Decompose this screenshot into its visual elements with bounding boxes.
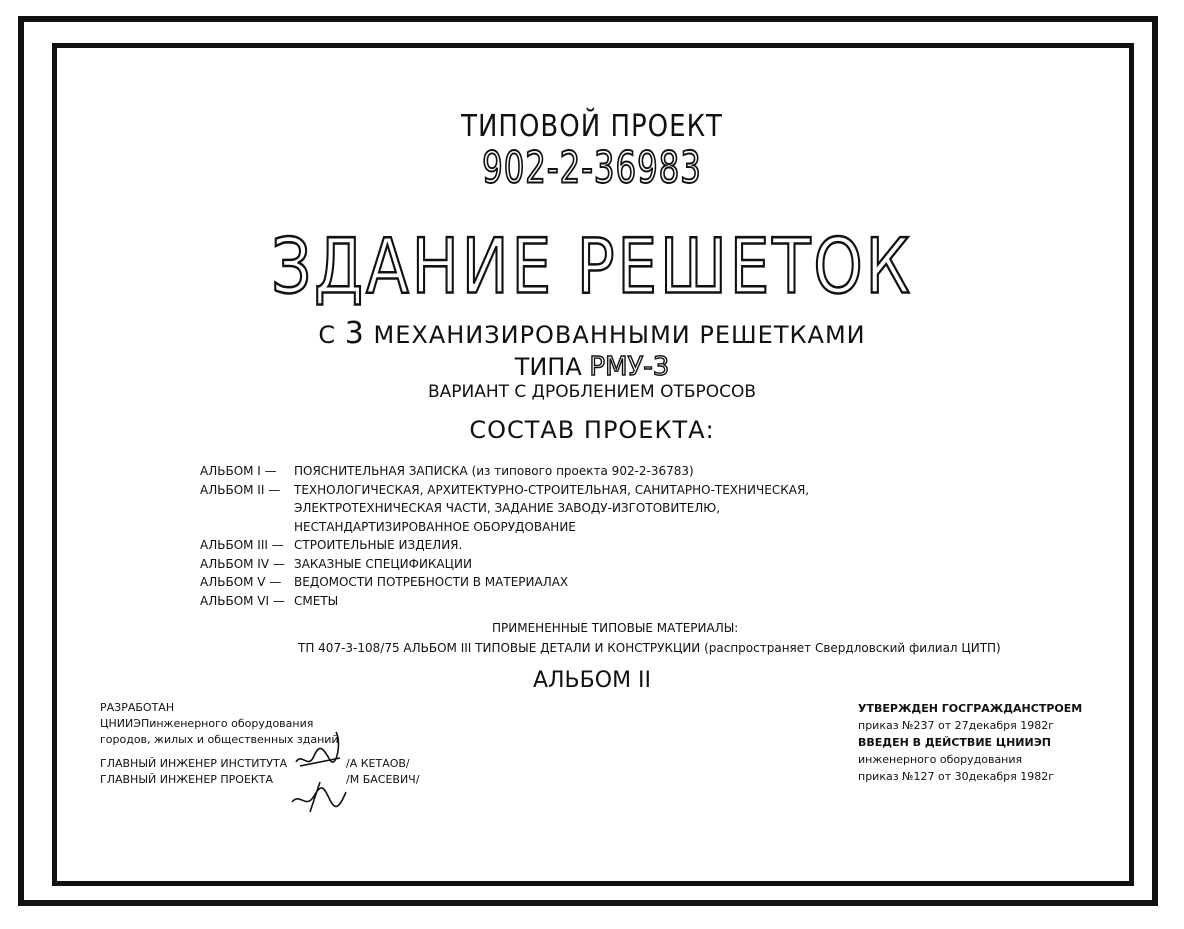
signature-row bbox=[100, 756, 419, 772]
approved-line: ВВЕДЕН В ДЕЙСТВИЕ ЦНИИЭП bbox=[858, 736, 1051, 749]
developed-org: городов, жилых и общественных зданий bbox=[100, 733, 339, 746]
album-text: ТЕХНОЛОГИЧЕСКАЯ, АРХИТЕКТУРНО-СТРОИТЕЛЬНАЯ, САНИТАРНО-ТЕХНИЧЕСКАЯ, bbox=[294, 482, 810, 497]
album-text: СТРОИТЕЛЬНЫЕ ИЗДЕЛИЯ. bbox=[294, 538, 463, 552]
album-item bbox=[200, 462, 809, 481]
album-item bbox=[200, 592, 809, 611]
role-label: ГЛАВНЫЙ ИНЖЕНЕР ИНСТИТУТА bbox=[100, 757, 288, 770]
developed-heading: РАЗРАБОТАН bbox=[100, 701, 175, 714]
album-list bbox=[200, 462, 809, 610]
album-item bbox=[200, 573, 809, 592]
subtitle-rest: МЕХАНИЗИРОВАННЫМИ РЕШЕТКАМИ bbox=[373, 321, 866, 349]
applied-heading: ПРИМЕНЕННЫЕ ТИПОВЫЕ МАТЕРИАЛЫ: bbox=[492, 621, 739, 635]
composition-heading: СОСТАВ ПРОЕКТА: bbox=[469, 416, 715, 444]
type-code: РМУ-3 bbox=[589, 352, 670, 382]
type-prefix: ТИПА bbox=[514, 353, 582, 381]
developed-org: ЦНИИЭПинженерного оборудования bbox=[100, 717, 314, 730]
album-text: ВЕДОМОСТИ ПОТРЕБНОСТИ В МАТЕРИАЛАХ bbox=[294, 575, 569, 589]
album-label: АЛЬБОМ I — bbox=[200, 464, 277, 478]
role-label: ГЛАВНЫЙ ИНЖЕНЕР ПРОЕКТА bbox=[100, 773, 273, 786]
subtitle-number: 3 bbox=[344, 316, 365, 351]
type-line bbox=[0, 352, 1184, 382]
album-label: АЛЬБОМ II — bbox=[200, 482, 281, 497]
variant-line: ВАРИАНТ С ДРОБЛЕНИЕМ ОТБРОСОВ bbox=[427, 382, 757, 402]
signature-row bbox=[100, 772, 419, 788]
project-number: 902-2-36983 bbox=[482, 143, 702, 194]
album-label-big: АЛЬБОМ II bbox=[532, 668, 652, 693]
approved-line: приказ №127 от 30декабря 1982г bbox=[858, 770, 1055, 783]
approved-block bbox=[858, 700, 1082, 785]
album-item bbox=[200, 536, 809, 555]
approved-line: инженерного оборудования bbox=[858, 753, 1023, 766]
album-text: ЗАКАЗНЫЕ СПЕЦИФИКАЦИИ bbox=[294, 556, 472, 571]
album-item bbox=[200, 555, 809, 574]
album-label: АЛЬБОМ III — bbox=[200, 538, 284, 552]
album-text: СМЕТЫ bbox=[294, 593, 339, 608]
main-title: ЗДАНИЕ РЕШЕТОК bbox=[271, 222, 913, 311]
developed-block bbox=[100, 700, 419, 788]
applied-reference: ТП 407-3-108/75 АЛЬБОМ III ТИПОВЫЕ ДЕТАЛИ И КОНСТРУКЦИИ (распространяет Свердловский филиал ЦИТП) bbox=[298, 641, 1001, 655]
header-line: ТИПОВОЙ ПРОЕКТ bbox=[461, 109, 723, 145]
album-label: АЛЬБОМ V — bbox=[200, 575, 282, 589]
approved-line: приказ №237 от 27декабря 1982г bbox=[858, 719, 1055, 732]
person-name: /М БАСЕВИЧ/ bbox=[346, 773, 420, 786]
album-text-cont: ЭЛЕКТРОТЕХНИЧЕСКАЯ ЧАСТИ, ЗАДАНИЕ ЗАВОДУ-ИЗГОТОВИТЕЛЮ, bbox=[294, 501, 721, 515]
subtitle-prefix: С bbox=[318, 321, 337, 349]
album-item bbox=[200, 481, 809, 500]
album-text-cont: НЕСТАНДАРТИЗИРОВАННОЕ ОБОРУДОВАНИЕ bbox=[294, 519, 576, 534]
person-name: /А КЕТАОВ/ bbox=[346, 757, 410, 770]
approved-line: УТВЕРЖДЕН ГОСГРАЖДАНСТРОЕМ bbox=[858, 702, 1083, 715]
album-label: АЛЬБОМ VI — bbox=[200, 593, 285, 608]
subtitle bbox=[0, 316, 1184, 351]
album-text: ПОЯСНИТЕЛЬНАЯ ЗАПИСКА (из типового проекта 902-2-36783) bbox=[294, 464, 694, 478]
signature-image bbox=[290, 722, 350, 817]
album-label: АЛЬБОМ IV — bbox=[200, 556, 285, 571]
